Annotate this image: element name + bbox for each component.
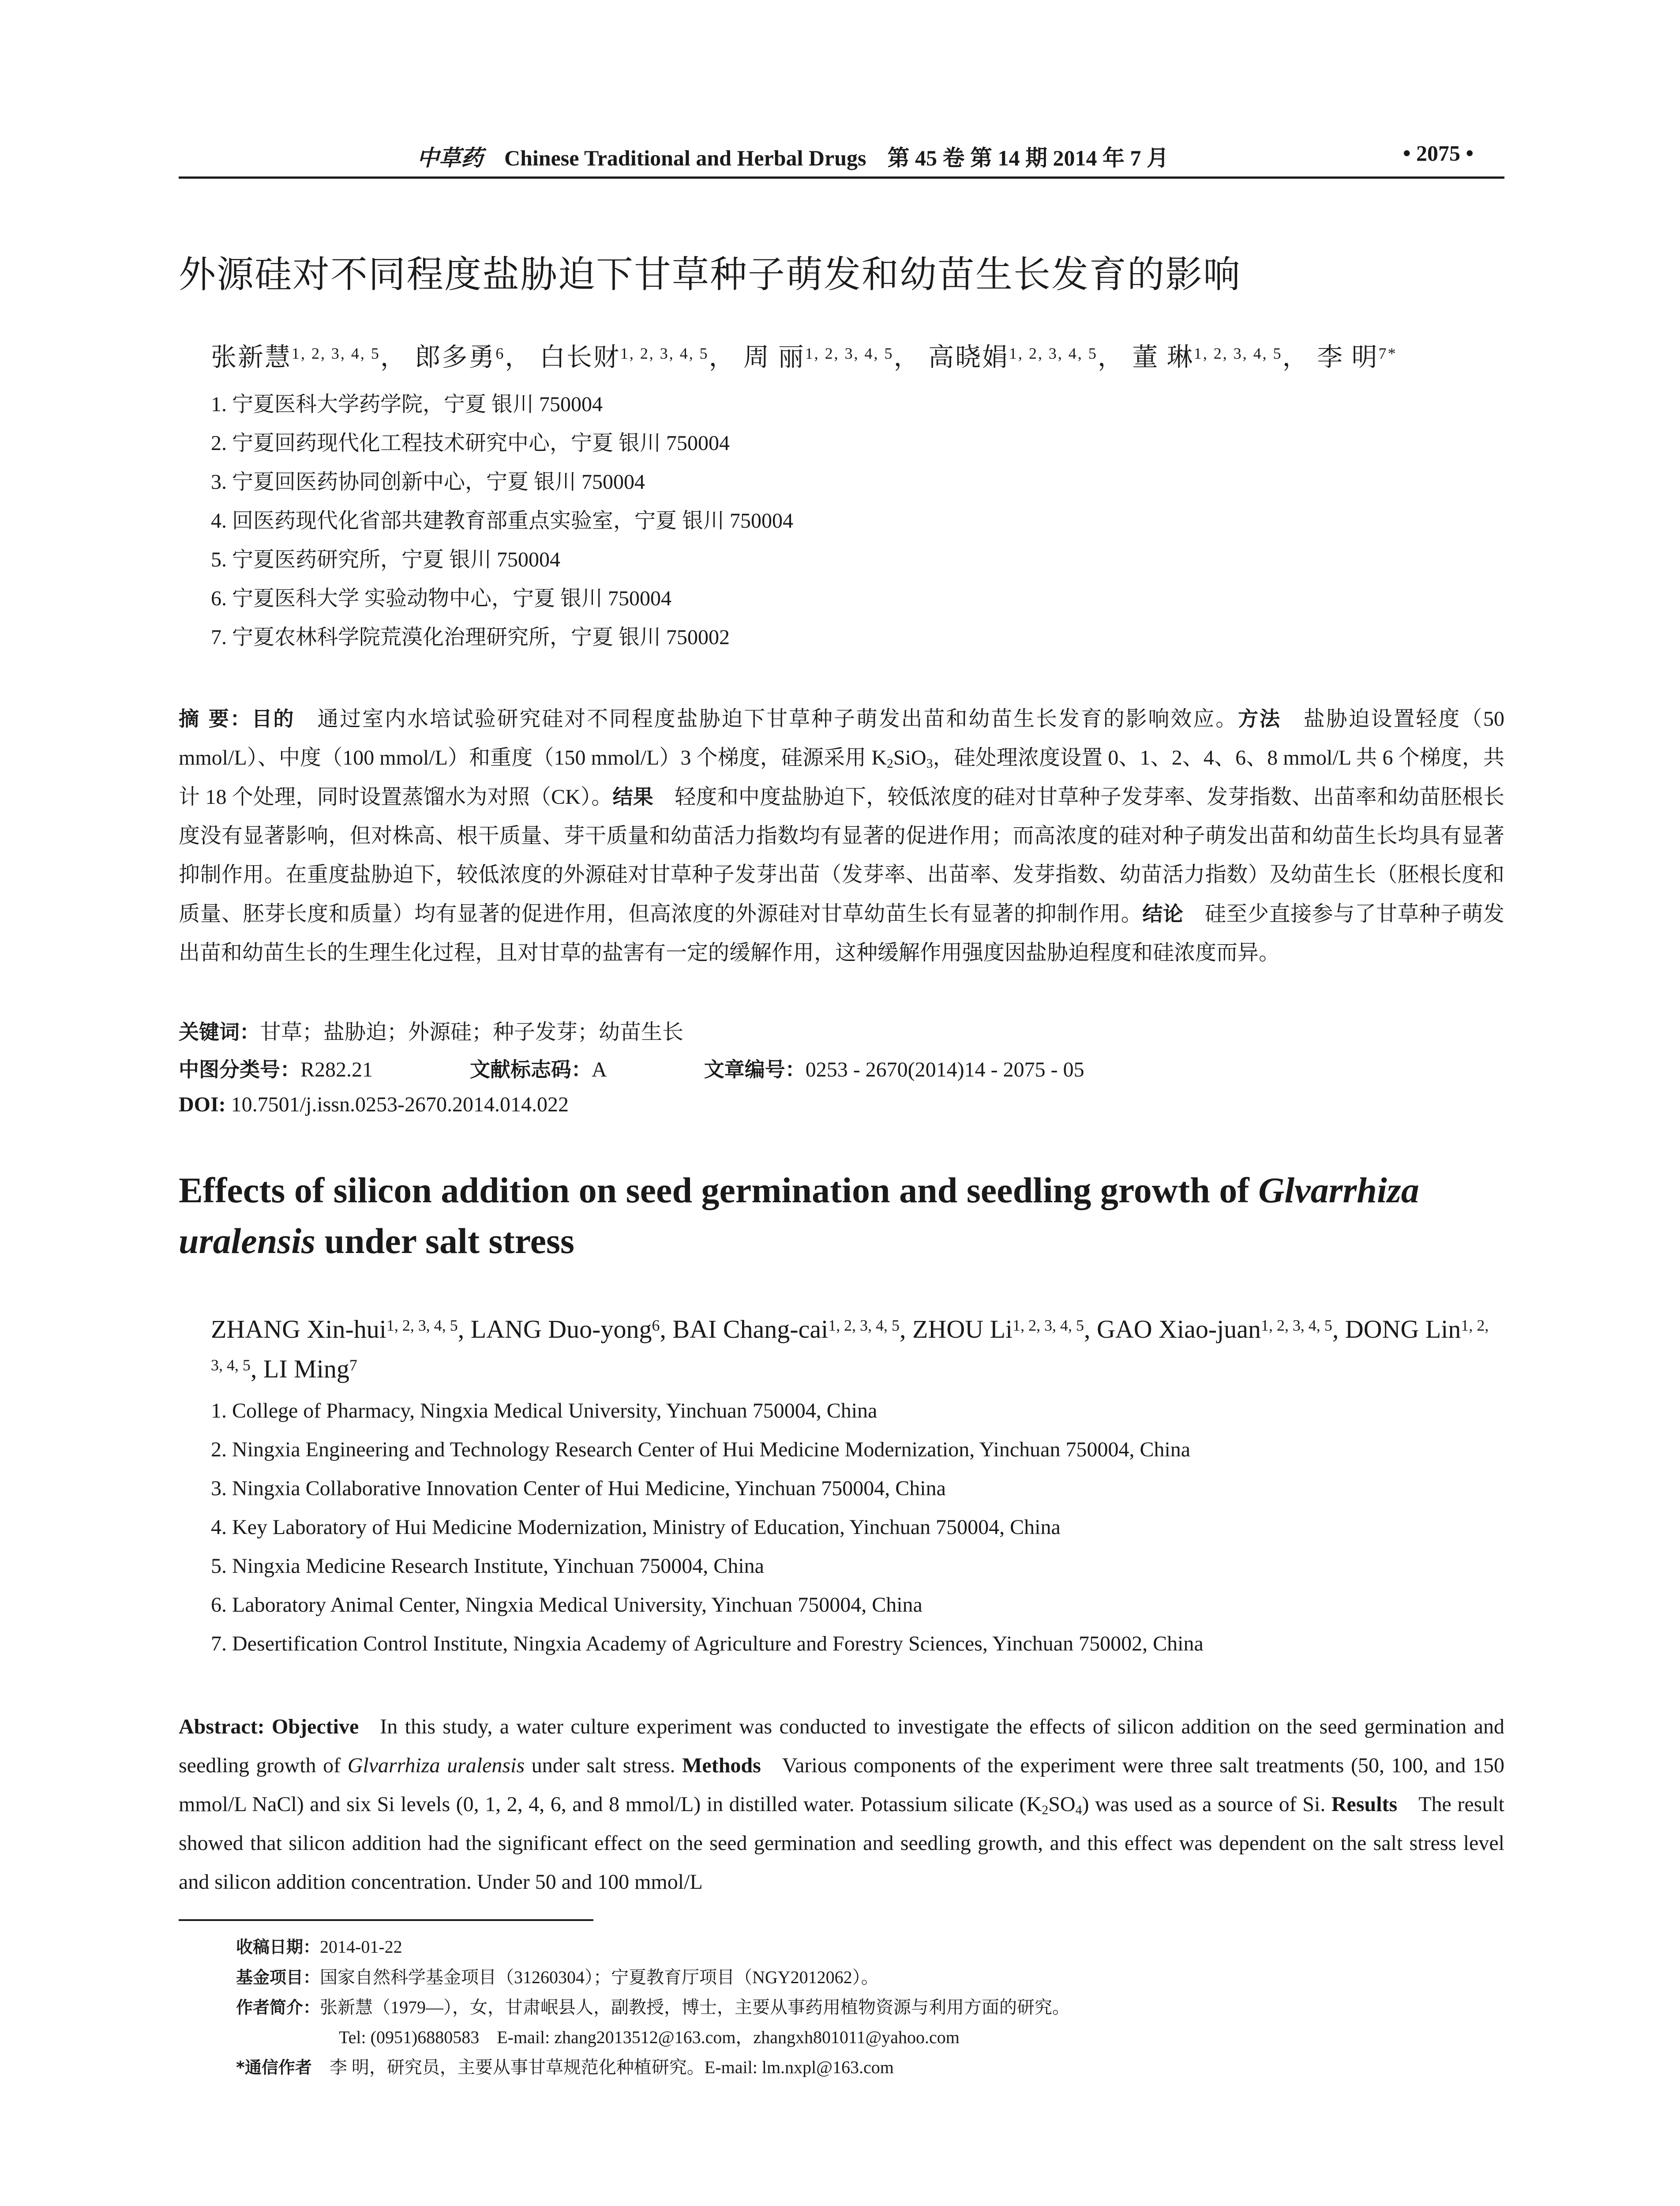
en-author-list: ZHANG Xin-hui$^{1, 2, 3, 4, 5}$, LANG Duo-yong$^6$, BAI Chang-cai$^{1, 2, 3, 4, 5}$, ZHOU Li$^{1, 2, 3, 4, 5}$, GAO Xiao-juan$^{1, 2, 3, 4, 5}$, DONG Lin$^{1, 2, 3, 4, 5}$, LI Ming$^7$ xyxy=(211,1315,1489,1383)
article-no-value: 0253 - 2670(2014)14 - 2075 - 05 xyxy=(805,1058,1084,1081)
en-objective-label: Objective xyxy=(272,1715,359,1738)
cn-conclusion-label: 结论 xyxy=(1142,902,1184,926)
cn-objective-label: 目的 xyxy=(251,707,295,731)
en-affiliation: 1. College of Pharmacy, Ningxia Medical University, Yinchuan 750004, China xyxy=(211,1399,878,1422)
en-author: GAO Xiao-juan$^{1, 2, 3, 4, 5}$ xyxy=(1096,1315,1332,1343)
doc-code-value: A xyxy=(592,1058,607,1081)
footnote-rule xyxy=(179,1919,593,1921)
running-header xyxy=(417,140,1169,176)
en-affiliation: 2. Ningxia Engineering and Technology Research Center of Hui Medicine Modernization, Yinchuan 750004, China xyxy=(211,1438,1191,1461)
cn-author: 白长财$^{1, 2, 3, 4, 5}$ xyxy=(539,343,709,371)
clc-value: R282.21 xyxy=(300,1058,373,1081)
en-title: Effects of silicon addition on seed germination and seedling growth of Glvarrhiza uralensis under salt stress xyxy=(179,1170,1419,1261)
en-affiliation: 4. Key Laboratory of Hui Medicine Modernization, Ministry of Education, Yinchuan 750004, China xyxy=(211,1516,1061,1539)
cn-methods-label: 方法 xyxy=(1238,707,1281,731)
footnote-author-bio: 作者简介：张新慧（1979—），女，甘肃岷县人，副教授，博士，主要从事药用植物资源与利用方面的研究。 xyxy=(236,1997,1070,2017)
cn-title: 外源硅对不同程度盐胁迫下甘草种子萌发和幼苗生长发育的影响 xyxy=(179,253,1241,296)
en-methods-text: Various components of the experiment were three salt treatments (50, 100, and 150 mmol/L NaCl) and six Si levels (0, 1, 2, 4, 6, and 8 mmol/L) in distilled water. Potassium silicate $(K_2SO_4)$ was used as a source of Si. xyxy=(179,1754,1505,1818)
en-methods-label: Methods xyxy=(682,1754,761,1777)
cn-affiliation: 2. 宁夏回药现代化工程技术研究中心，宁夏 银川 750004 xyxy=(211,431,730,455)
cn-author: 高晓娟$^{1, 2, 3, 4, 5}$ xyxy=(928,343,1098,371)
cn-author: 郎多勇$^6$ xyxy=(415,343,505,371)
cn-methods-text: 盐胁迫设置轻度（50 mmol/L）、中度（100 mmol/L）和重度（150 mmol/L）3 个梯度，硅源采用 $K_2SiO_3$，硅处理浓度设置 0、1、2、4、6、8 mmol/L 共 6 个梯度，共计 18 个处理，同时设置蒸馏水为对照（CK）。 xyxy=(179,707,1504,809)
en-affiliation: 3. Ningxia Collaborative Innovation Center of Hui Medicine, Yinchuan 750004, China xyxy=(211,1477,946,1500)
cn-keywords xyxy=(179,1015,683,1045)
cn-abstract xyxy=(179,699,1504,972)
article-no-label: 文章编号： xyxy=(704,1058,806,1081)
header-rule xyxy=(179,176,1504,179)
en-author: ZHANG Xin-hui$^{1, 2, 3, 4, 5}$ xyxy=(211,1315,458,1343)
en-results-label: Results xyxy=(1331,1793,1398,1816)
journal-name-cn: 中草药 xyxy=(417,145,483,171)
footnote-contact: Tel: (0951)6880583 E-mail: zhang2013512@163.com，zhangxh801011@yahoo.com xyxy=(339,2027,960,2047)
doc-code-label: 文献标志码： xyxy=(470,1058,592,1081)
en-author: ZHOU Li$^{1, 2, 3, 4, 5}$ xyxy=(912,1315,1084,1343)
keywords-label: 关键词： xyxy=(179,1020,260,1044)
cn-results-text: 轻度和中度盐胁迫下，较低浓度的硅对甘草种子发芽率、发芽指数、出苗率和幼苗胚根长度没有显著影响，但对株高、根干质量、芽干质量和幼苗活力指数均有显著的促进作用；而高浓度的硅对种子萌发出苗和幼苗生长均具有显著抑制作用。在重度盐胁迫下，较低浓度的外源硅对甘草种子发芽出苗（发芽率、出苗率、发芽指数、幼苗活力指数）及幼苗生长（胚根长度和质量、胚芽长度和质量）均有显著的促进作用，但高浓度的外源硅对甘草幼苗生长有显著的抑制作用。 xyxy=(179,785,1504,926)
journal-name-en: Chinese Traditional and Herbal Drugs xyxy=(504,146,866,170)
clc-label: 中图分类号： xyxy=(179,1058,300,1081)
en-abstract-label: Abstract: xyxy=(179,1715,265,1738)
cn-author: 张新慧$^{1, 2, 3, 4, 5}$ xyxy=(211,343,380,371)
cn-author: 周 丽$^{1, 2, 3, 4, 5}$ xyxy=(743,343,894,371)
footnote-fund: 基金项目：国家自然科学基金项目（31260304）；宁夏教育厅项目（NGY2012062）。 xyxy=(236,1967,879,1987)
doi-line xyxy=(179,1092,569,1117)
issue-info: 第 45 卷 第 14 期 2014 年 7 月 xyxy=(887,146,1169,170)
doi-label: DOI: xyxy=(179,1093,226,1116)
cn-affiliation: 1. 宁夏医科大学药学院，宁夏 银川 750004 xyxy=(211,393,603,416)
cn-conclusion-text: 硅至少直接参与了甘草种子萌发出苗和幼苗生长的生理生化过程，且对甘草的盐害有一定的缓解作用，这种缓解作用强度因盐胁迫程度和硅浓度而异。 xyxy=(179,902,1504,964)
cn-affiliation: 3. 宁夏回医药协同创新中心，宁夏 银川 750004 xyxy=(211,470,645,494)
en-author: LANG Duo-yong$^6$ xyxy=(470,1315,660,1343)
cn-affiliation: 4. 回医药现代化省部共建教育部重点实验室，宁夏 银川 750004 xyxy=(211,509,794,533)
footnote-received: 收稿日期：2014-01-22 xyxy=(236,1937,402,1957)
en-results-text: The result showed that silicon addition had the significant effect on the seed germination and seedling growth, and this effect was dependent on the salt stress level and silicon addition concentration. Under 50 and 100 mmol/L xyxy=(179,1793,1505,1894)
en-affiliation: 6. Laboratory Animal Center, Ningxia Medical University, Yinchuan 750004, China xyxy=(211,1593,922,1617)
cn-abstract-label: 摘 要： xyxy=(179,707,252,731)
page-number: • 2075 • xyxy=(1403,141,1474,165)
cn-affiliation: 6. 宁夏医科大学 实验动物中心，宁夏 银川 750004 xyxy=(211,587,672,610)
doi-value: 10.7501/j.issn.0253-2670.2014.014.022 xyxy=(231,1093,569,1116)
en-author: DONG Lin$^{1, 2, 3, 4, 5}$ xyxy=(211,1315,1489,1374)
cn-affiliation: 7. 宁夏农林科学院荒漠化治理研究所，宁夏 银川 750002 xyxy=(211,626,730,649)
en-affiliation: 5. Ningxia Medicine Research Institute, Yinchuan 750004, China xyxy=(211,1554,764,1578)
en-objective-text: In this study, a water culture experiment was conducted to investigate the effects of silicon addition on the seed germination and seedling growth of Glvarrhiza uralensis under salt stress. xyxy=(179,1715,1504,1777)
cn-affiliation: 5. 宁夏医药研究所，宁夏 银川 750004 xyxy=(211,548,561,571)
cn-objective-text: 通过室内水培试验研究硅对不同程度盐胁迫下甘草种子萌发出苗和幼苗生长发育的影响效应。 xyxy=(316,707,1238,731)
cn-author: 董 琳$^{1, 2, 3, 4, 5}$ xyxy=(1132,343,1282,371)
cn-results-label: 结果 xyxy=(612,785,653,809)
keywords-text: 甘草；盐胁迫；外源硅；种子发芽；幼苗生长 xyxy=(260,1020,684,1044)
footnote-corresponding: *通信作者 李 明，研究员，主要从事甘草规范化种植研究。E-mail: lm.nxpl@163.com xyxy=(236,2057,894,2077)
en-author: LI Ming$^7$ xyxy=(263,1354,357,1383)
en-affiliation: 7. Desertification Control Institute, Ningxia Academy of Agriculture and Forestry Sciences, Yinchuan 750002, China xyxy=(211,1632,1204,1655)
cn-classification xyxy=(179,1054,1084,1083)
cn-author-list: 张新慧$^{1, 2, 3, 4, 5}$， 郎多勇$^6$， 白长财$^{1, 2, 3, 4, 5}$， 周 丽$^{1, 2, 3, 4, 5}$， 高晓娟$^{1, 2, 3, 4, 5}$， 董 琳$^{1, 2, 3, 4, 5}$， 李 明$^{7*}$ xyxy=(211,343,1397,371)
en-title-species: Glvarrhiza uralensis xyxy=(179,1170,1419,1261)
cn-author: 李 明$^{7*}$ xyxy=(1317,343,1397,371)
en-abstract xyxy=(179,1707,1504,1902)
en-author: BAI Chang-cai$^{1, 2, 3, 4, 5}$ xyxy=(672,1315,900,1343)
